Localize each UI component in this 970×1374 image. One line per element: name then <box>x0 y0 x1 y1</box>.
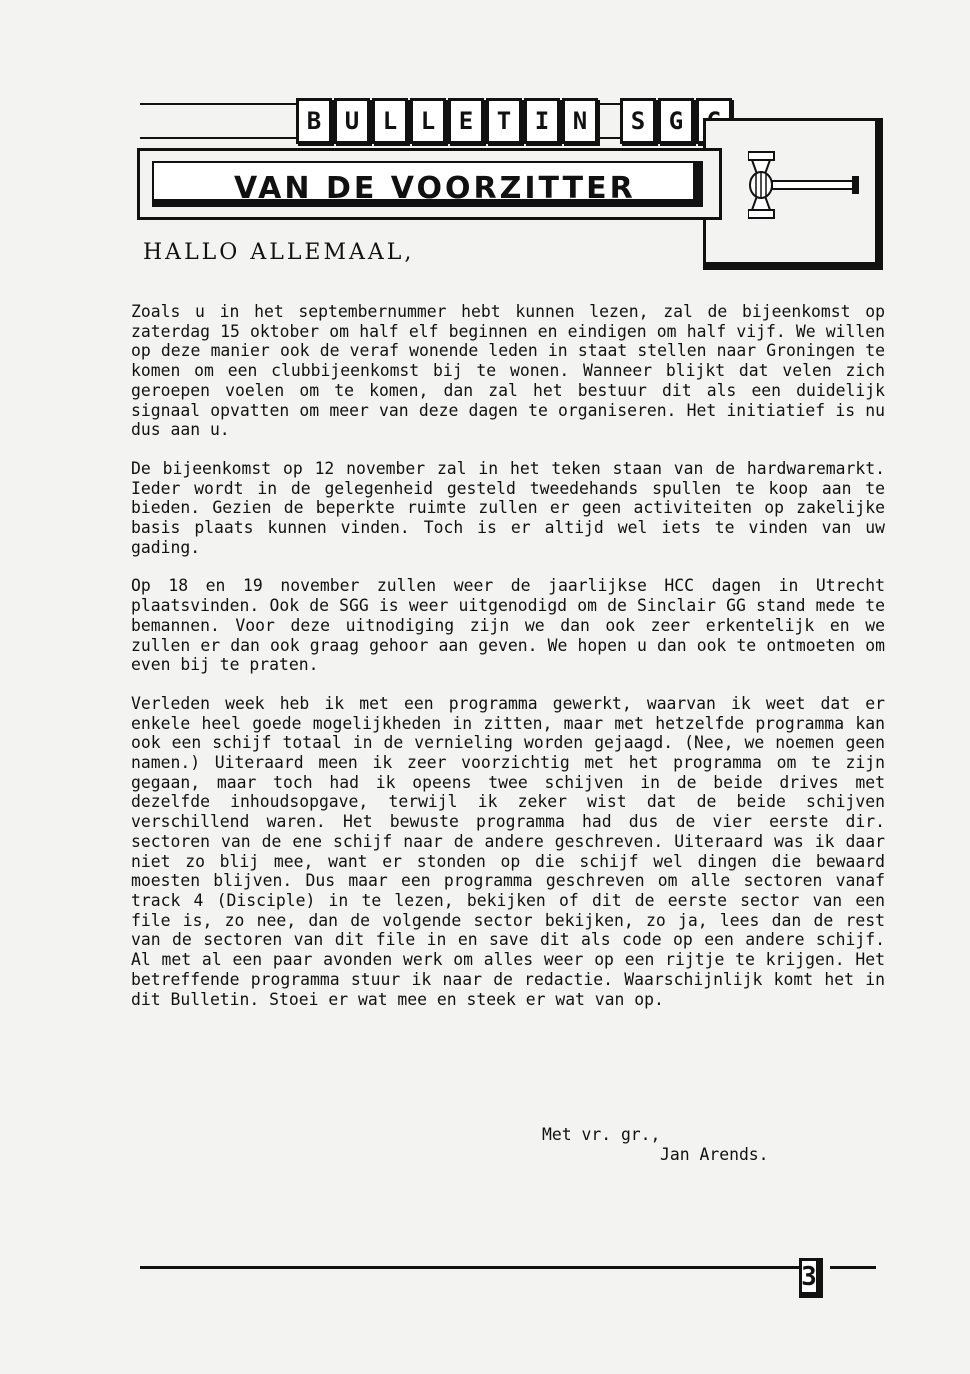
paragraph: De bijeenkomst op 12 november zal in het teken staan van de hardwaremarkt. Ieder wordt in de gelegenheid gesteld tweedehands spullen te koop aan te bieden. Gezien de beperkte ruimte zullen er geen activiteiten op zakelijke basis plaats kunnen vinden. Toch is er altijd wel iets te vinden van uw gading. <box>131 458 885 557</box>
footer-rule <box>140 1266 800 1269</box>
masthead-letter: B <box>296 98 332 144</box>
masthead-letter: I <box>524 98 560 144</box>
page-number: 3 <box>799 1258 823 1298</box>
paragraph: Verleden week heb ik met een programma gewerkt, waarvan ik weet dat er enkele heel goede mogelijkheden in zitten, maar met hetzelfde programma kan ook een schijf totaal in de vernieling worden gejaagd. (Nee, we noemen geen namen.) Uiteraard meen ik zeer voorzichtig met het programma om te zijn gegaan, maar toch had ik opeens twee schijven in de beide drives met dezelfde inhoudsopgave, terwijl ik zeker wist dat de beide schijven verschillend waren. Het bewuste programma had dus de vier eerste dir. sectoren van de ene schijf naar de andere geschreven. Uiteraard was ik daar niet zo blij mee, want er stonden op die schijf wel dingen die bewaard moesten blijven. Dus maar een programma geschreven om alle sectoren vanaf track 4 (Disciple) in te lezen, bekijken of dit de eerste sector van een file is, zo nee, dan de volgende sector bekijken, zo ja, lees dan de rest van de sectoren van dit file in en save dit als code op een andere schijf. Al met al een paar avonden werk om alles weer op een rijtje te krijgen. Het betreffende programma stuur ik naar de redactie. Waarschijnlijk komt het in dit Bulletin. Stoei er wat mee en steek er wat van op. <box>131 693 885 1009</box>
masthead <box>296 98 732 142</box>
masthead-letter: T <box>486 98 522 144</box>
signoff <box>542 1125 769 1165</box>
masthead-letter: E <box>448 98 484 144</box>
section-title-panel <box>152 161 703 207</box>
tool-icon <box>748 150 860 220</box>
masthead-letter: S <box>620 98 656 144</box>
greeting: HALLO ALLEMAAL, <box>143 240 415 265</box>
paragraph: Op 18 en 19 november zullen weer de jaarlijkse HCC dagen in Utrecht plaatsvinden. Ook de SGG is weer uitgenodigd om de Sinclair GG stand mede te bemannen. Voor deze uitnodiging zijn we dan ook zeer erkentelijk en we zullen er dan ook graag gehoor aan geven. We hopen u dan ook te ontmoeten om even bij te praten. <box>131 576 885 675</box>
paragraph: Zoals u in het septembernummer hebt kunnen lezen, zal de bijeenkomst op zaterdag 15 oktober om half elf beginnen en eindigen om half vijf. We willen op deze manier ook de veraf wonende leden in staat stellen naar Groningen te komen om een clubbijeenkomst bij te wonen. Wanneer blijkt dat velen zich geroepen voelen om te komen, dan zal het bestuur dit als een duidelijk signaal opvatten om meer van deze dagen te organiseren. Het initiatief is nu dus aan u. <box>131 302 885 440</box>
masthead-letter: N <box>562 98 598 144</box>
masthead-letter: L <box>372 98 408 144</box>
article-body <box>131 302 885 1028</box>
masthead-letter: U <box>334 98 370 144</box>
section-title-frame <box>137 148 722 220</box>
footer-rule-tail <box>830 1266 876 1269</box>
section-title: VAN DE VOORZITTER <box>234 171 636 206</box>
signoff-name: Jan Arends. <box>660 1145 769 1164</box>
masthead-letter: L <box>410 98 446 144</box>
masthead-letter: G <box>658 98 694 144</box>
signoff-closing: Met vr. gr., <box>542 1125 661 1144</box>
